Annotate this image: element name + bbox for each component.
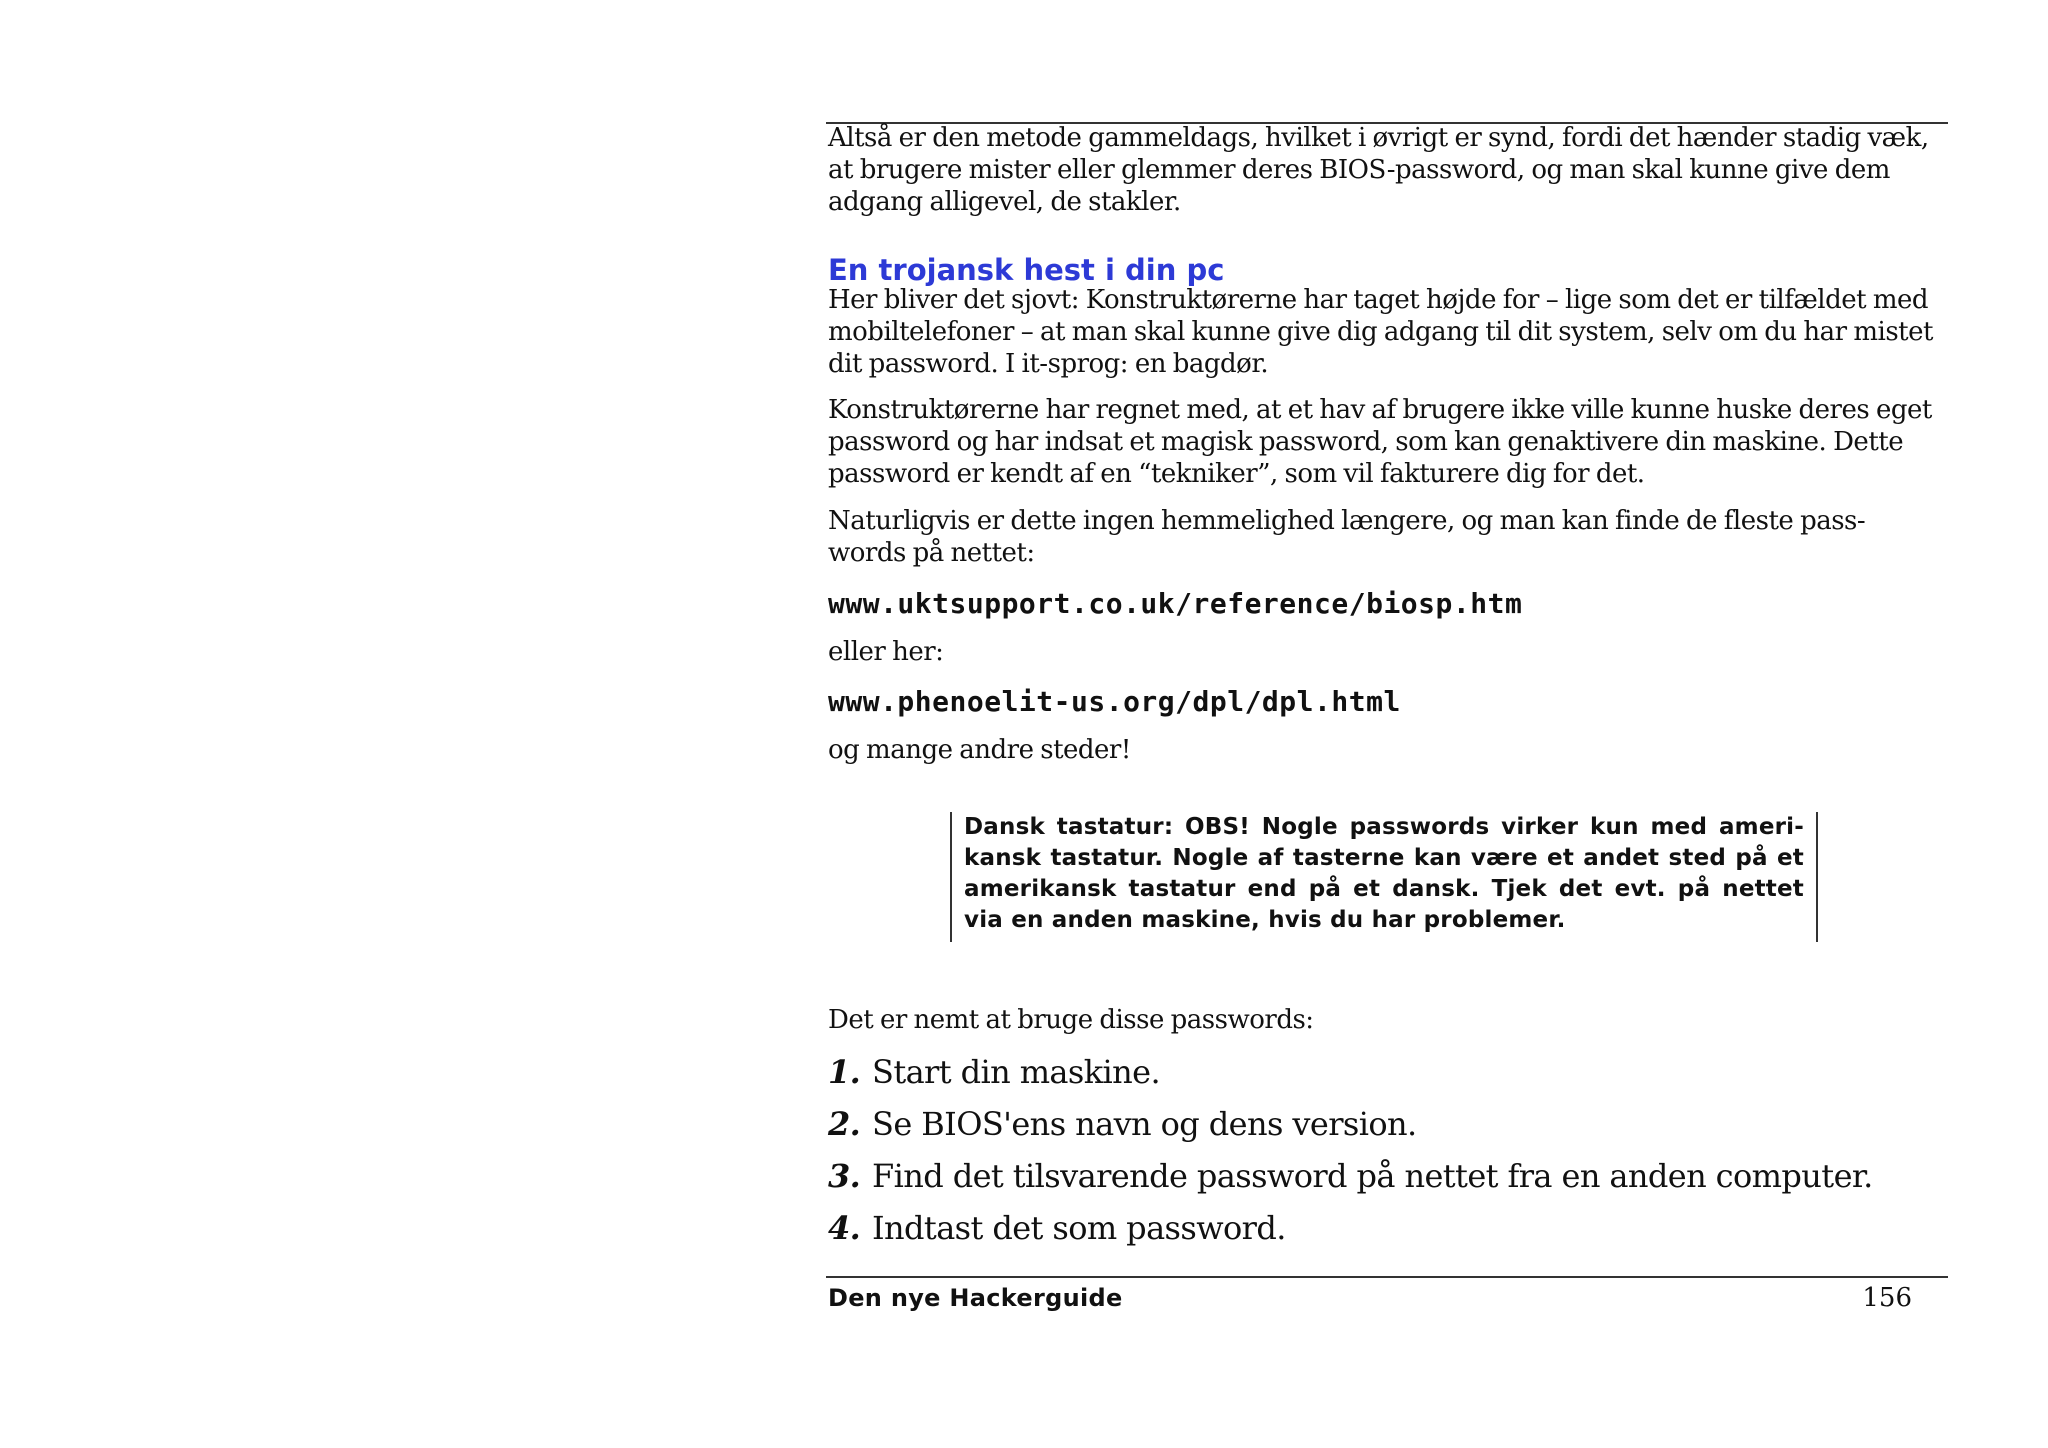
step-text: Start din maskine.	[872, 1053, 1161, 1091]
step-number: 2.	[828, 1105, 861, 1143]
paragraph-sjovt: Her bliver det sjovt: Konstruktørerne har taget højde for – lige som det er tilfældet med mobiltelefoner – at man skal kunne give dig adgang til dit system, selv om du har mistet dit password. I it-sprog: en bagdør.	[828, 285, 1933, 379]
paragraph-eller-her: eller her:	[828, 637, 944, 667]
keyboard-note-box	[950, 812, 1818, 942]
url-uktsupport: www.uktsupport.co.uk/reference/biosp.htm	[828, 587, 1523, 620]
section-heading: En trojansk hest i din pc	[828, 253, 1225, 287]
paragraph-naturligvis: Naturligvis er dette ingen hemmelighed længere, og man kan finde de fleste pass- words på nettet:	[828, 506, 1866, 568]
paragraph-konstruktoerer: Konstruktørerne har regnet med, at et hav af brugere ikke ville kunne huske deres eget password og har indsat et magisk password, som kan genaktivere din maskine. Dette password er kendt af en “tekniker”, som vil fakturere dig for det.	[828, 395, 1932, 489]
steps-list	[826, 1046, 1948, 1254]
step-item	[826, 1202, 1948, 1254]
step-item	[826, 1046, 1948, 1098]
keyboard-note-text: Dansk tastatur: OBS! Nogle passwords virker kun med ameri- kansk tastatur. Nogle af tasterne kan være et andet sted på et amerikansk tastatur end på et dansk. Tjek det evt. på nettet via en anden maskine, hvis du har problemer.	[964, 814, 1804, 933]
paragraph-nemt: Det er nemt at bruge disse passwords:	[828, 1005, 1314, 1035]
paragraph-og-mange: og mange andre steder!	[828, 735, 1131, 765]
page-column	[826, 0, 1948, 1448]
bottom-rule	[826, 1276, 1948, 1278]
footer-book-title: Den nye Hackerguide	[828, 1284, 1123, 1312]
step-number: 4.	[828, 1209, 861, 1247]
step-item	[826, 1098, 1948, 1150]
step-text: Se BIOS'ens navn og dens version.	[872, 1105, 1417, 1143]
footer-page-number: 156	[1862, 1283, 1912, 1313]
step-text: Find det tilsvarende password på nettet fra en anden computer.	[872, 1157, 1873, 1195]
url-phenoelit: www.phenoelit-us.org/dpl/dpl.html	[828, 685, 1401, 718]
intro-paragraph: Altså er den metode gammeldags, hvilket i øvrigt er synd, fordi det hænder stadig væk, at brugere mister eller glemmer deres BIOS-password, og man skal kunne give dem adgang alligevel, de stakler.	[828, 123, 1929, 217]
step-text: Indtast det som password.	[872, 1209, 1286, 1247]
step-number: 1.	[828, 1053, 861, 1091]
step-number: 3.	[828, 1157, 861, 1195]
step-item	[826, 1150, 1948, 1202]
